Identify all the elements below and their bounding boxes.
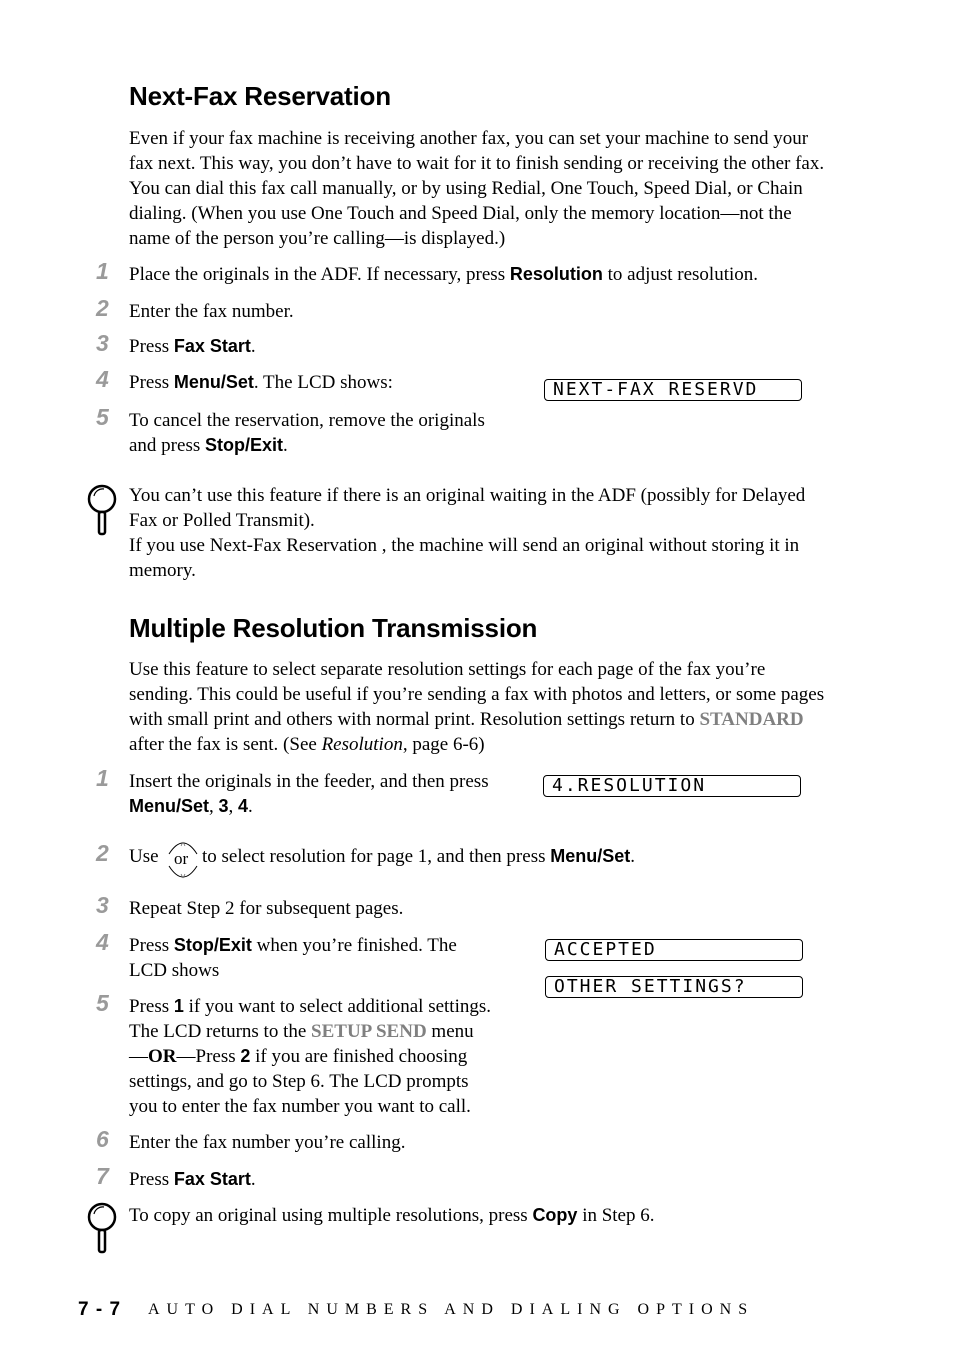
step-text: Press Fax Start. <box>129 336 256 357</box>
key-label: Fax Start <box>173 336 251 356</box>
step-text: Place the originals in the ADF. If necessary, press Resolution to adjust resolution. <box>129 264 759 285</box>
page-number: 7 - 7 <box>78 1299 122 1320</box>
chapter-title: AUTO DIAL NUMBERS AND DIALING OPTIONS <box>148 1301 755 1318</box>
step-text: to select resolution for page 1, and then press Menu/Set. <box>202 846 635 867</box>
step-text: Press 1 if you want to select additional settings. The LCD returns to the SETUP SEND menu —OR—Press 2 if you are finished choosing settings, and go to Step 6. The LCD prompts you to enter the fax number you want to call. <box>129 996 491 1117</box>
lcd-display: NEXT-FAX RESERVD <box>544 379 802 401</box>
step-text: Enter the fax number you’re calling. <box>129 1132 406 1153</box>
step-number: 3 <box>96 330 109 356</box>
key-label: Copy <box>532 1205 578 1225</box>
step-number: 1 <box>96 258 109 284</box>
note-pin-icon <box>86 1202 118 1254</box>
key-label: Stop/Exit <box>204 435 283 455</box>
step-number: 7 <box>96 1163 109 1189</box>
step-text: Press Stop/Exit when you’re finished. The LCD shows <box>129 935 457 981</box>
step-number: 5 <box>96 404 109 430</box>
key-label: Resolution <box>509 264 603 284</box>
step-text: Enter the fax number. <box>129 301 294 322</box>
lcd-display: OTHER SETTINGS? <box>545 976 803 998</box>
step-text: Insert the originals in the feeder, and then press Menu/Set, 3, 4. <box>129 771 489 817</box>
section-title-next-fax: Next-Fax Reservation <box>129 81 391 111</box>
key-label: 2 <box>240 1046 251 1066</box>
section1-intro: Even if your fax machine is receiving another fax, you can set your machine to send your fax next. This way, you don’t have to wait for it to finish sending or receiving the other fax. You can dial this fax call manually, or by using Redial, One Touch, Speed Dial, or Chain dialing. (When you use One Touch and Speed Dial, only the memory location—not the name of the person you’re calling—is displayed.) <box>129 128 825 249</box>
key-label: 1 <box>173 996 184 1016</box>
key-label: Menu/Set <box>550 846 631 866</box>
key-label: 4 <box>238 796 249 816</box>
lcd-display: 4.RESOLUTION <box>543 775 801 797</box>
or-label: or <box>174 849 189 868</box>
step-number: 2 <box>96 840 109 866</box>
note-pin-icon <box>86 484 118 536</box>
step-text: Use <box>129 846 159 867</box>
step-number: 5 <box>96 990 109 1016</box>
key-label: Menu/Set <box>129 796 210 816</box>
key-label: Menu/Set <box>173 372 254 392</box>
lcd-display: ACCEPTED <box>545 939 803 961</box>
section-title-multiple-resolution: Multiple Resolution Transmission <box>129 613 538 643</box>
step-number: 2 <box>96 295 109 321</box>
note-text: You can’t use this feature if there is an original waiting in the ADF (possibly for Delayed Fax or Polled Transmit). If you use Next-Fax Reservation , the machine will send an original without storing it in memory. <box>129 485 806 581</box>
step-text: To cancel the reservation, remove the originals and press Stop/Exit. <box>129 410 485 456</box>
note-text: To copy an original using multiple resolutions, press Copy in Step 6. <box>129 1205 655 1226</box>
section2-intro: Use this feature to select separate resolution settings for each page of the fax you’re sending. This could be useful if you’re sending a fax with photos and letters, or some pages with small print and others with normal print. Resolution settings return to STANDARD after the fax is sent. (See Resolution, page 6-6) <box>129 659 825 755</box>
key-label: Fax Start <box>173 1169 251 1189</box>
step-number: 4 <box>96 366 109 392</box>
step-text: Press Fax Start. <box>129 1169 256 1190</box>
step-number: 1 <box>96 765 109 791</box>
key-label: Stop/Exit <box>173 935 252 955</box>
step-number: 3 <box>96 892 109 918</box>
step-number: 4 <box>96 929 109 955</box>
step-text: Repeat Step 2 for subsequent pages. <box>129 898 404 919</box>
key-label: 3 <box>218 796 229 816</box>
step-text: Press Menu/Set. The LCD shows: <box>129 372 393 393</box>
step-number: 6 <box>96 1126 109 1152</box>
